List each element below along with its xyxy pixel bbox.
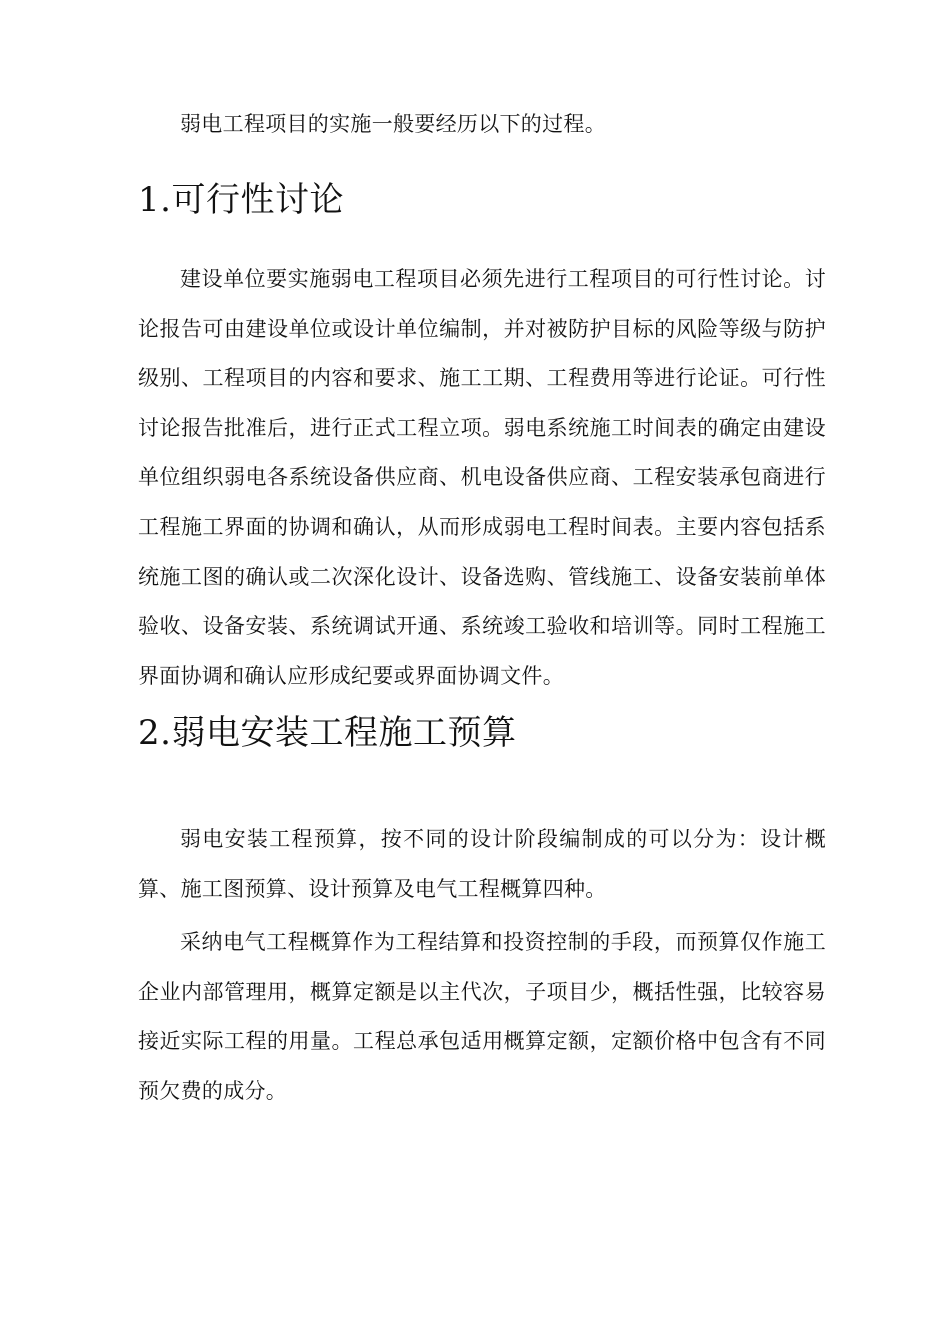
section-heading-budget: 2.弱电安装工程施工预算 xyxy=(138,713,517,753)
section-heading-feasibility: 1.可行性讨论 xyxy=(138,180,344,220)
feasibility-paragraph: 建设单位要实施弱电工程项目必须先进行工程项目的可行性讨论。讨论报告可由建设单位或设计单位编制，并对被防护目标的风险等级与防护级别、工程项目的内容和要求、施工工期、工程费用等进行论证。可行性讨论报告批准后，进行正式工程立项。弱电系统施工时间表的确定由建设单位组织弱电各系统设备供应商、机电设备供应商、工程安装承包商进行工程施工界面的协调和确认，从而形成弱电工程时间表。主要内容包括系统施工图的确认或二次深化设计、设备选购、管线施工、设备安装前单体验收、设备安装、系统调试开通、系统竣工验收和培训等。同时工程施工界面协调和确认应形成纪要或界面协调文件。 xyxy=(138,267,826,688)
intro-paragraph: 弱电工程项目的实施一般要经历以下的过程。 xyxy=(180,112,606,136)
budget-paragraph-1: 弱电安装工程预算，按不同的设计阶段编制成的可以分为：设计概算、施工图预算、设计预算及电气工程概算四种。 xyxy=(138,827,826,901)
budget-paragraph-2: 采纳电气工程概算作为工程结算和投资控制的手段，而预算仅作施工企业内部管理用，概算定额是以主代次，子项目少，概括性强，比较容易接近实际工程的用量。工程总承包适用概算定额，定额价格中包含有不同预欠费的成分。 xyxy=(138,930,826,1103)
